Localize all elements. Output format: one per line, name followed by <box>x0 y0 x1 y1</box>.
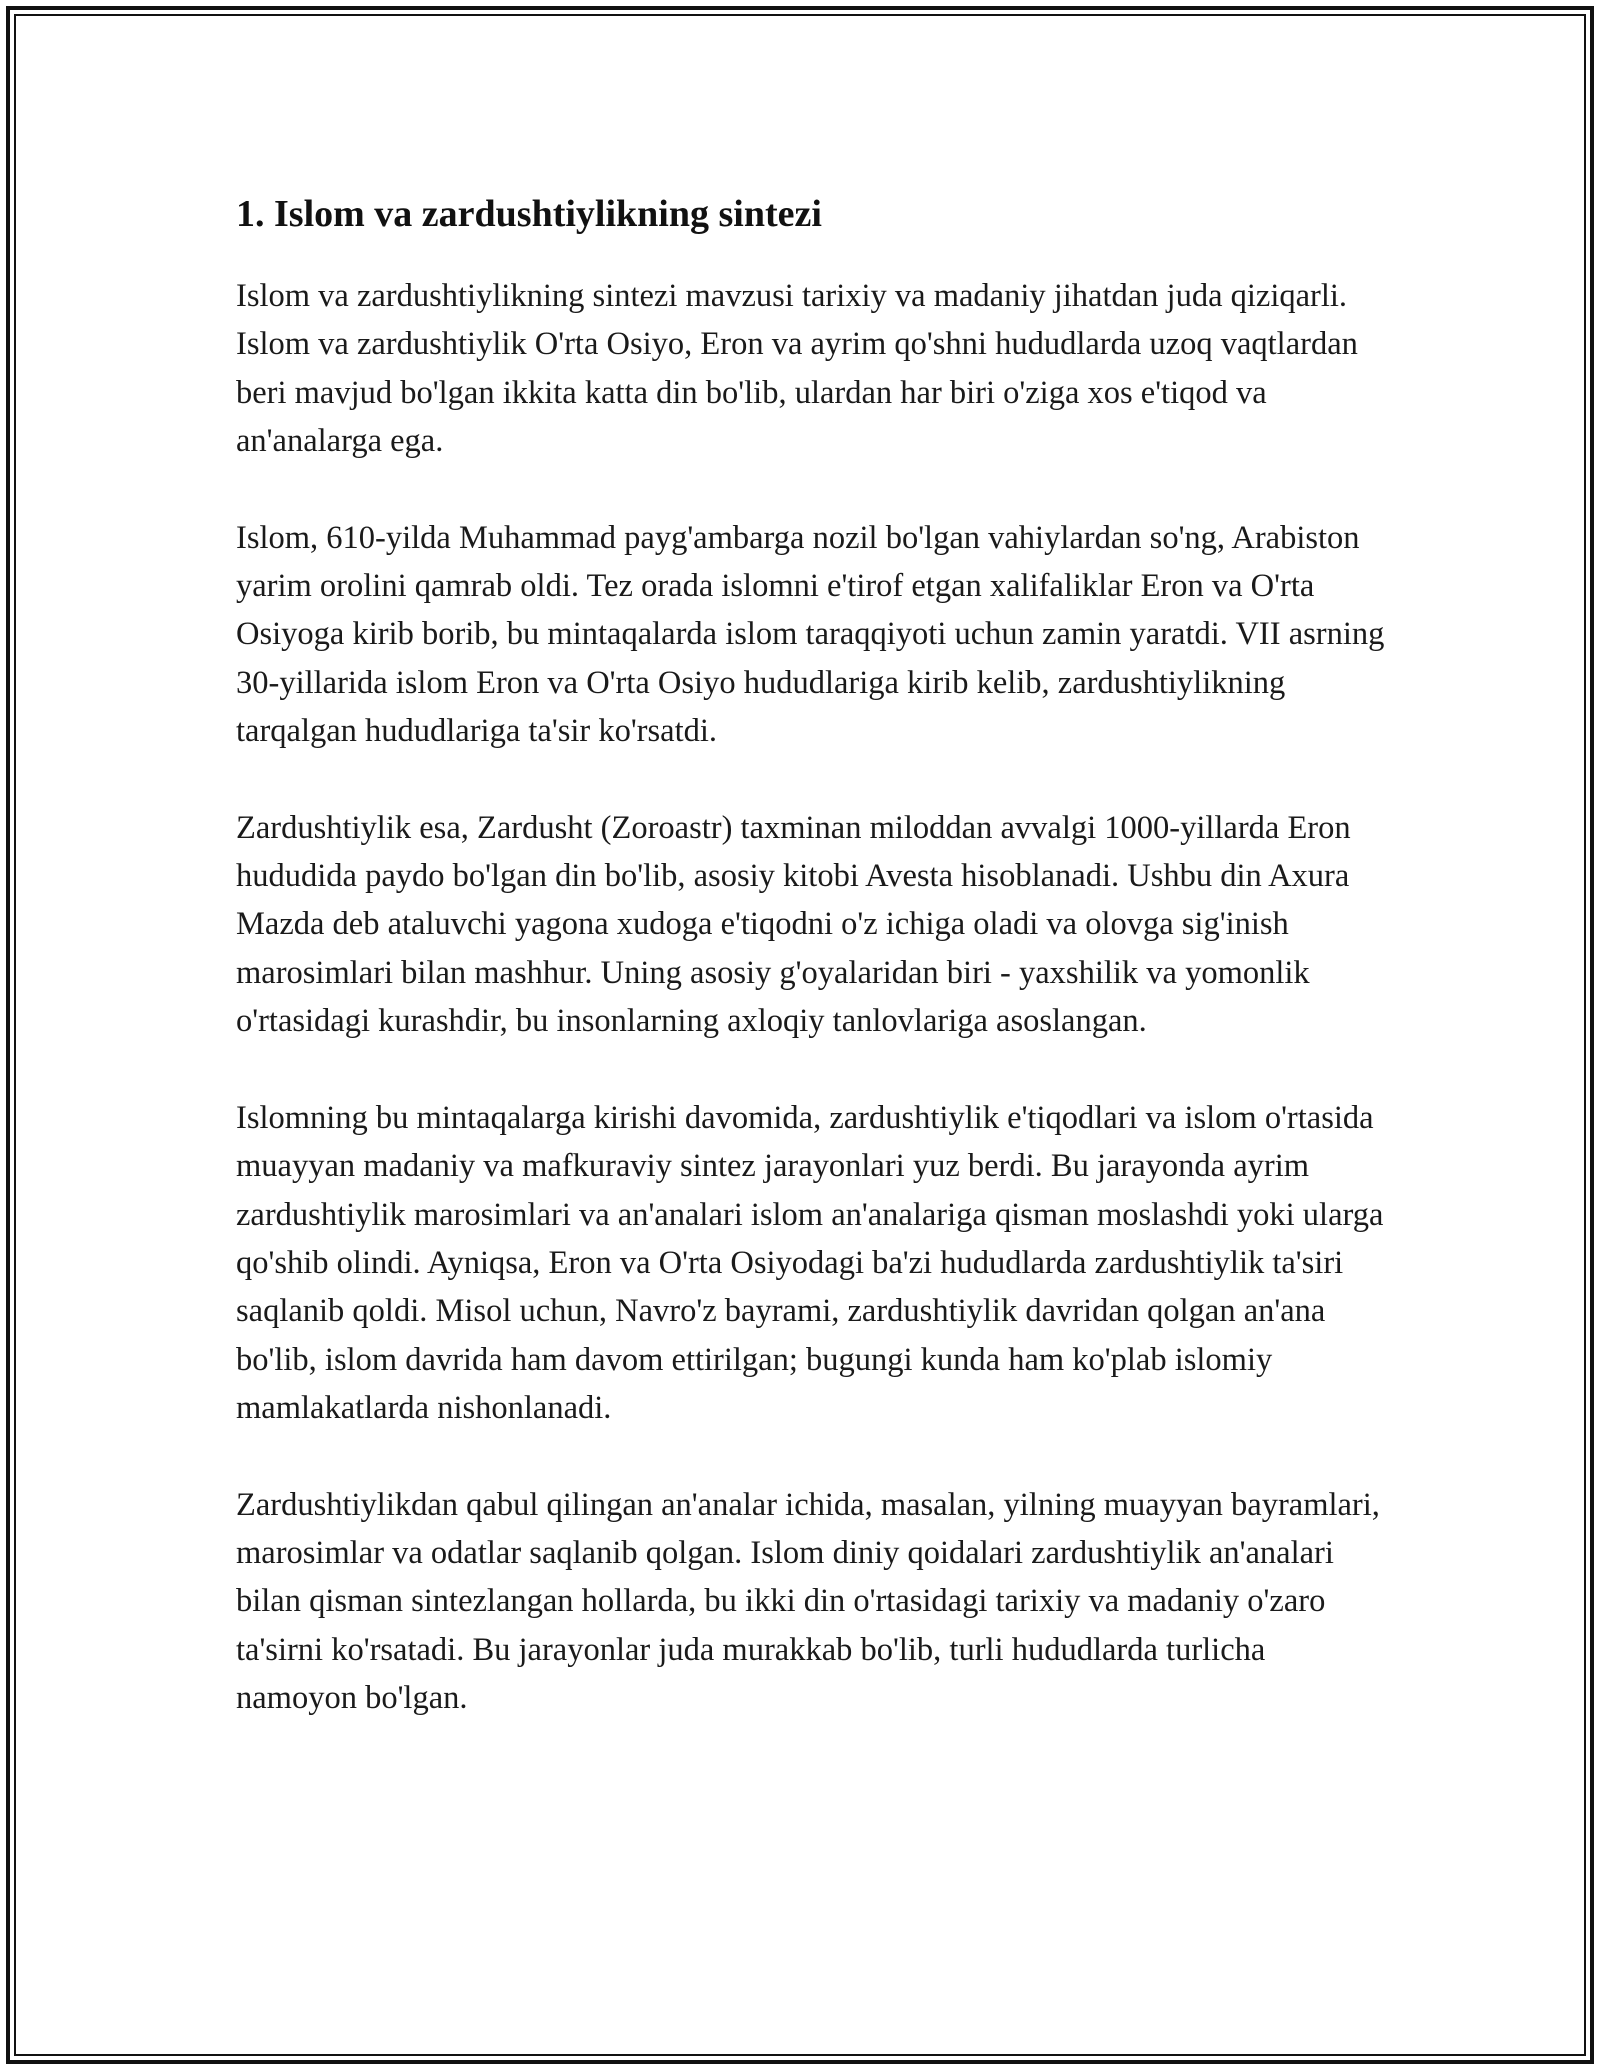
paragraph-zoroastrianism: Zardushtiylik esa, Zardusht (Zoroastr) taxminan miloddan avvalgi 1000-yillarda Eron hududida paydo bo'lgan din bo'lib, asosiy kitobi Avesta hisoblanadi. Ushbu din Axura Mazda deb ataluvchi yagona xudoga e'tiqodni o'z ichiga oladi va olovga sig'inish marosimlari bilan mashhur. Uning asosiy g'oyalaridan biri - yaxshilik va yomonlik o'rtasidagi kurashdir, bu insonlarning axloqiy tanlovlariga asoslangan. <box>236 809 1351 1040</box>
paragraph-intro: Islom va zardushtiylikning sintezi mavzusi tarixiy va madaniy jihatdan juda qiziqarli. Islom va zardushtiylik O'rta Osiyo, Eron va ayrim qo'shni hududlarda uzoq vaqtlardan beri mavjud bo'lgan ikkita katta din bo'lib, ulardan har biri o'ziga xos e'tiqod va an'analarga ega. <box>236 278 1358 460</box>
section-heading: 1. Islom va zardushtiylikning sintezi <box>236 193 822 235</box>
document-body <box>236 186 1386 1771</box>
paragraph-islam-history: Islom, 610-yilda Muhammad payg'ambarga nozil bo'lgan vahiylardan so'ng, Arabiston yarim orolini qamrab oldi. Tez orada islomni e'tirof etgan xalifaliklar Eron va O'rta Osiyoga kirib borib, bu mintaqalarda islom taraqqiyoti uchun zamin yaratdi. VII asrning 30-yillarida islom Eron va O'rta Osiyo hududlariga kirib kelib, zardushtiylikning tarqalgan hududlariga ta'sir ko'rsatdi. <box>236 519 1385 750</box>
paragraph-traditions: Zardushtiylikdan qabul qilingan an'analar ichida, masalan, yilning muayyan bayramlari, marosimlar va odatlar saqlanib qolgan. Islom diniy qoidalari zardushtiylik an'analari bilan qisman sintezlangan hollarda, bu ikki din o'rtasidagi tarixiy va madaniy o'zaro ta'sirni ko'rsatadi. Bu jarayonlar juda murakkab bo'lib, turli hududlarda turlicha namoyon bo'lgan. <box>236 1486 1380 1717</box>
paragraph-synthesis: Islomning bu mintaqalarga kirishi davomida, zardushtiylik e'tiqodlari va islom o'rtasida muayyan madaniy va mafkuraviy sintez jarayonlari yuz berdi. Bu jarayonda ayrim zardushtiylik marosimlari va an'analari islom an'analariga qisman moslashdi yoki ularga qo'shib olindi. Ayniqsa, Eron va O'rta Osiyodagi ba'zi hududlarda zardushtiylik ta'siri saqlanib qoldi. Misol uchun, Navro'z bayrami, zardushtiylik davridan qolgan an'ana bo'lib, islom davrida ham davom ettirilgan; bugungi kunda ham ko'plab islomiy mamlakatlarda nishonlanadi. <box>236 1099 1384 1427</box>
